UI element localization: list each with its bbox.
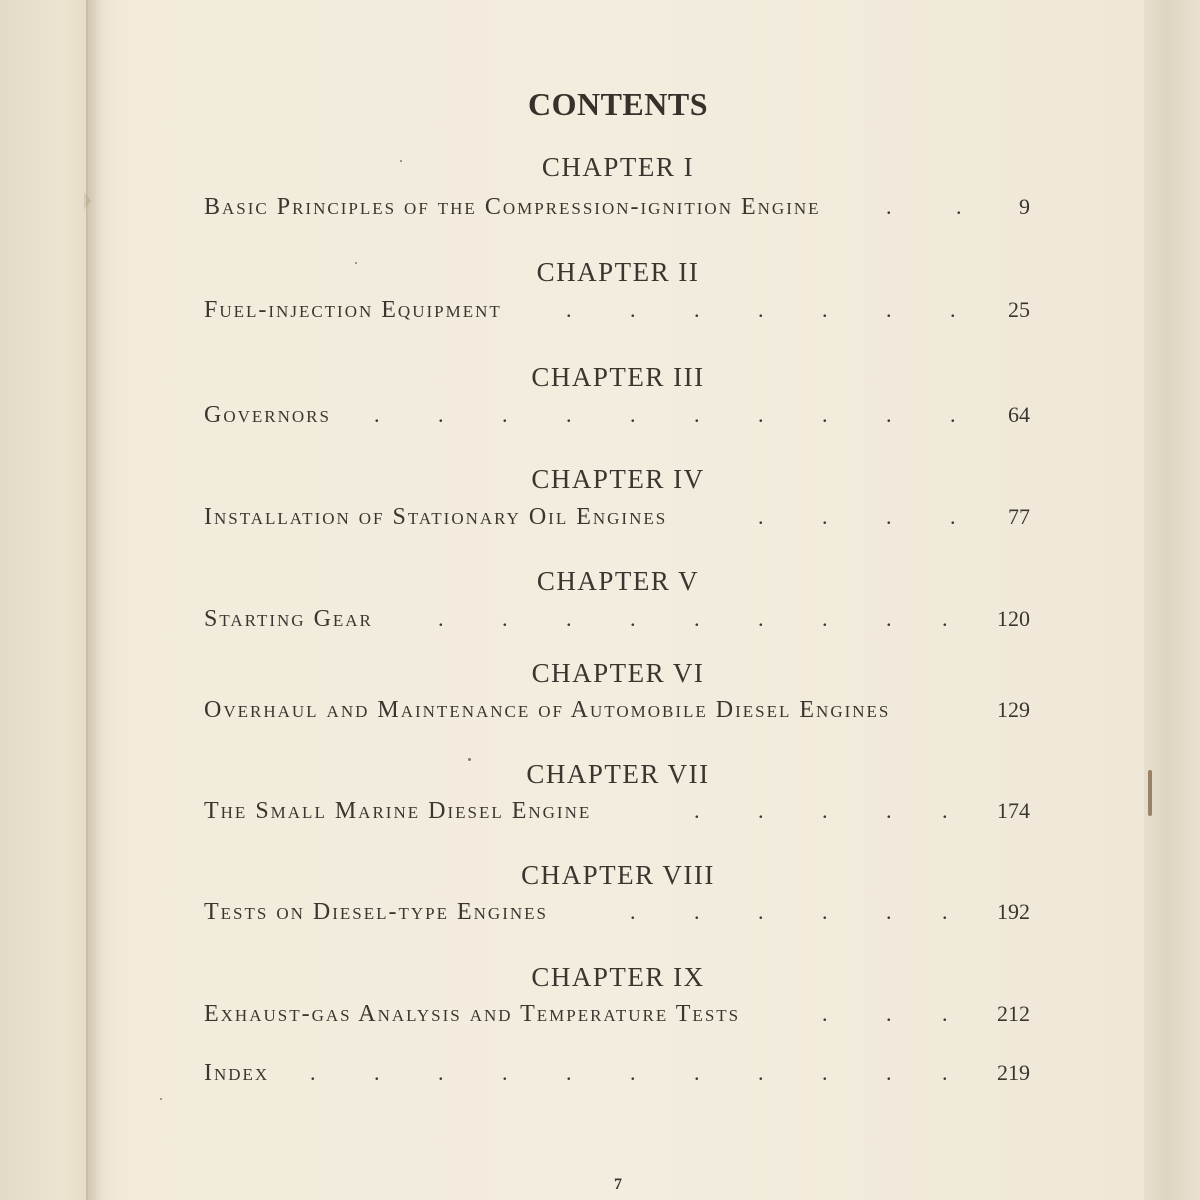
leader-dot: . <box>310 1060 316 1085</box>
leader-dot: . <box>822 798 828 823</box>
leader-dot: . <box>956 194 962 219</box>
toc-page-number: 174 <box>997 798 1030 823</box>
leader-dot: . <box>438 402 444 427</box>
leader-dot: . <box>630 606 636 631</box>
leader-dot: . <box>502 606 508 631</box>
chapter-label: CHAPTER I <box>541 152 695 182</box>
chapter-label: CHAPTER IX <box>531 962 705 992</box>
chapter-label: CHAPTER VI <box>531 658 705 688</box>
toc-entry[interactable] <box>204 194 1030 224</box>
toc-page-number: 192 <box>997 899 1030 924</box>
leader-dot: . <box>502 1060 508 1085</box>
leader-dot: . <box>438 606 444 631</box>
page-folio-number: 7 <box>614 1176 622 1193</box>
toc-entry-title: Starting Gear <box>204 606 373 632</box>
paper-speck <box>355 262 357 264</box>
leader-dot: . <box>630 402 636 427</box>
toc-entry[interactable] <box>204 606 1030 636</box>
leader-dot: . <box>942 606 948 631</box>
leader-dot: . <box>942 1001 948 1026</box>
leader-dot: . <box>566 402 572 427</box>
toc-entry[interactable] <box>204 402 1030 432</box>
leader-dot: . <box>758 402 764 427</box>
leader-dot: . <box>886 899 892 924</box>
toc-entry-title: Basic Principles of the Compression-ignition Engine <box>204 194 821 220</box>
chapter-label: CHAPTER VII <box>526 759 710 789</box>
toc-page-number: 212 <box>997 1001 1030 1026</box>
toc-entry-title: Installation of Stationary Oil Engines <box>204 504 668 530</box>
leader-dot: . <box>694 899 700 924</box>
chapter-label: CHAPTER V <box>536 566 700 596</box>
toc-entry-title: The Small Marine Diesel Engine <box>204 798 592 824</box>
toc-page-number: 219 <box>997 1060 1030 1085</box>
leader-dot: . <box>758 297 764 322</box>
leader-dot: . <box>694 1060 700 1085</box>
leader-dot: . <box>758 1060 764 1085</box>
chapter-label: CHAPTER III <box>531 362 705 392</box>
leader-dot: . <box>950 297 956 322</box>
toc-entry[interactable] <box>204 798 1030 828</box>
leader-dot: . <box>630 1060 636 1085</box>
leader-dot: . <box>942 1060 948 1085</box>
toc-entry-title: Fuel-injection Equipment <box>204 297 502 323</box>
toc-entry[interactable] <box>204 697 1030 727</box>
paper-speck <box>160 1098 162 1100</box>
toc-entry-title: Overhaul and Maintenance of Automobile Diesel Engines <box>204 697 891 723</box>
leader-dot: . <box>694 297 700 322</box>
leader-dot: . <box>822 1001 828 1026</box>
leader-dot: . <box>942 899 948 924</box>
toc-page-number: 120 <box>997 606 1030 631</box>
toc-entry-title: Exhaust-gas Analysis and Temperature Tests <box>204 1001 741 1027</box>
toc-entry[interactable] <box>204 899 1030 929</box>
chapter-label: CHAPTER VIII <box>521 860 715 890</box>
leader-dot: . <box>886 504 892 529</box>
leader-dot: . <box>758 504 764 529</box>
toc-entry-title: Tests on Diesel-type Engines <box>204 899 548 925</box>
leader-dot: . <box>822 504 828 529</box>
toc-entry[interactable] <box>204 297 1030 327</box>
toc-page-number: 64 <box>1008 402 1030 427</box>
leader-dot: . <box>758 798 764 823</box>
leader-dot: . <box>942 798 948 823</box>
leader-dot: . <box>950 402 956 427</box>
leader-dot: . <box>822 297 828 322</box>
leader-dot: . <box>566 606 572 631</box>
leader-dot: . <box>566 297 572 322</box>
leader-dot: . <box>694 606 700 631</box>
leader-dot: . <box>886 297 892 322</box>
toc-entry[interactable] <box>204 1001 1030 1031</box>
leader-dot: . <box>758 606 764 631</box>
leader-dot: . <box>886 1001 892 1026</box>
paper-speck <box>468 758 471 761</box>
leader-dot: . <box>822 606 828 631</box>
leader-dot: . <box>886 798 892 823</box>
leader-dot: . <box>502 402 508 427</box>
leader-dot: . <box>438 1060 444 1085</box>
chapter-label: CHAPTER II <box>536 257 700 287</box>
leader-dot: . <box>822 402 828 427</box>
contents-heading: CONTENTS <box>527 86 709 122</box>
chapter-label: CHAPTER IV <box>531 464 705 494</box>
leader-dot: . <box>374 402 380 427</box>
toc-page-number: 9 <box>1019 194 1030 219</box>
toc-page-number: 77 <box>1008 504 1030 529</box>
toc-entry[interactable] <box>204 504 1030 534</box>
leader-dot: . <box>694 798 700 823</box>
toc-entry-title: Governors <box>204 402 331 428</box>
leader-dot: . <box>822 1060 828 1085</box>
leader-dot: . <box>374 1060 380 1085</box>
toc-page-number: 25 <box>1008 297 1030 322</box>
leader-dot: . <box>822 899 828 924</box>
leader-dot: . <box>950 504 956 529</box>
leader-dot: . <box>886 402 892 427</box>
leader-dot: . <box>566 1060 572 1085</box>
leader-dot: . <box>886 1060 892 1085</box>
leader-dot: . <box>694 402 700 427</box>
leader-dot: . <box>630 899 636 924</box>
leader-dot: . <box>886 606 892 631</box>
toc-entry-index[interactable] <box>204 1060 1030 1090</box>
toc-entry-title: Index <box>204 1060 270 1086</box>
leader-dot: . <box>886 194 892 219</box>
leader-dot: . <box>630 297 636 322</box>
paper-speck <box>400 160 402 162</box>
toc-page-number: 129 <box>997 697 1030 722</box>
leader-dot: . <box>758 899 764 924</box>
